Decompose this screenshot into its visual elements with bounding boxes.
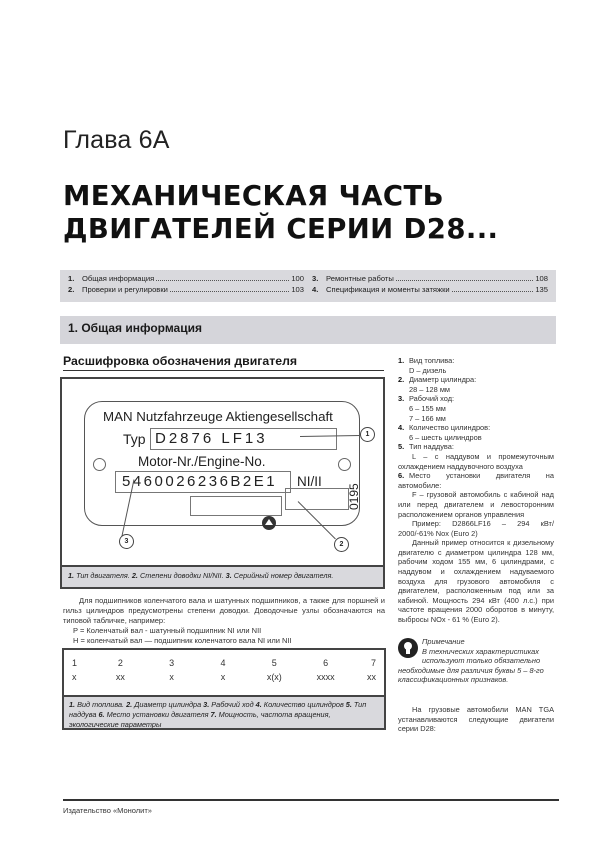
body-example-2: H = коленчатый вал — подшипник коленчатого вала NI или NII (73, 636, 292, 645)
caption-text: Количество цилиндров (261, 700, 346, 709)
caption-number: 2. (131, 571, 138, 580)
toc-item[interactable] (68, 274, 304, 284)
caption-text: Серийный номер двигателя. (231, 571, 334, 580)
callout-3: 3 (119, 534, 134, 549)
code-cell (153, 656, 191, 695)
toc-item-number: 3. (312, 274, 319, 283)
body-example-1: P = Коленчатый вал - шатунный подшипник NI или NII (73, 626, 262, 635)
legend-title: Количество цилиндров: (409, 423, 491, 433)
legend-item (398, 423, 554, 433)
plate-company-name: MAN Nutzfahrzeuge Aktiengesellschaft (103, 409, 333, 424)
code-pattern: x (220, 672, 226, 682)
toc-item-title: Ремонтные работы (326, 274, 394, 283)
plate-blank-field (190, 496, 282, 516)
code-position: 7 (370, 658, 376, 668)
code-position: 1 (72, 658, 78, 668)
engine-type-plate (84, 401, 360, 526)
code-cell (101, 656, 139, 695)
callout-1: 1 (360, 427, 375, 442)
toc-leader-dots (156, 280, 289, 281)
caption-number: 7. (210, 710, 217, 719)
toc-item[interactable] (68, 285, 304, 295)
caption-number: 1. (68, 571, 75, 580)
legend-number: 3. (398, 394, 405, 404)
legend-title: Тип наддува: (409, 442, 454, 452)
chapter-title (63, 180, 498, 246)
toc-item-title: Спецификация и моменты затяжки (326, 285, 450, 294)
code-row (64, 650, 384, 695)
code-pattern: xxxx (316, 672, 335, 682)
plate-engine-number: 5460026236B2E1 (115, 471, 291, 493)
toc-item-number: 1. (68, 274, 75, 283)
chapter-title-line2: ДВИГАТЕЛЕЙ СЕРИИ D28... (63, 213, 499, 245)
code-cell (72, 656, 88, 695)
code-table-caption (64, 695, 384, 728)
chapter-title-line1: МЕХАНИЧЕСКАЯ ЧАСТЬ (63, 180, 444, 212)
example-text: Пример: D2866LF16 – 294 кВт/ 2000/-61% Nox (Euro 2) (398, 519, 554, 538)
caption-text: Диаметр цилиндра (132, 700, 204, 709)
figure-caption (62, 565, 383, 587)
code-pattern: x(x) (266, 672, 282, 682)
legend-item (398, 442, 554, 452)
code-cell (204, 656, 242, 695)
caption-text: Степени доводки NI/NII. (137, 571, 226, 580)
legend-value: 28 – 128 мм (409, 384, 450, 394)
toc-item[interactable] (312, 274, 548, 284)
code-pattern: xx (366, 672, 376, 682)
caption-number: 3. (225, 571, 232, 580)
legend-number: 6. (398, 471, 405, 481)
callout-2: 2 (334, 537, 349, 552)
legend-number: 4. (398, 423, 405, 433)
toc-column-right (312, 274, 548, 302)
plate-code: 0195 (347, 483, 361, 510)
legend-description: F – грузовой автомобиль с кабиной над или перед двигателем и левосторонним расположением органов управления (398, 490, 554, 519)
legend-item (398, 471, 554, 490)
legend-item (398, 375, 554, 385)
toc-item-page: 103 (291, 285, 304, 294)
toc-leader-dots (170, 291, 289, 292)
caption-number: 1. (69, 700, 76, 709)
legend-title: Место установки двигателя на автомобиле: (398, 471, 554, 490)
legend-title: Диаметр цилиндра: (409, 375, 477, 385)
chapter-label: Глава 6А (63, 126, 170, 154)
code-pattern: x (72, 672, 77, 682)
toc-item[interactable] (312, 285, 548, 295)
note-block (398, 637, 554, 685)
engine-plate-figure (60, 377, 385, 589)
toc-item-page: 135 (535, 285, 548, 294)
toc-item-title: Общая информация (82, 274, 155, 283)
caption-text: Рабочий ход (209, 700, 256, 709)
plate-typ-label: Typ (123, 431, 146, 447)
toc-item-number: 4. (312, 285, 319, 294)
legend-item (398, 356, 554, 366)
body-paragraph: Для подшипников коленчатого вала и шатунных подшипников, а также для поршней и гильз цилиндров предусмотрены степени доводки. Доводочные узлы обозначаются на типовой табличке, например: (63, 596, 385, 625)
man-logo-icon (262, 516, 276, 530)
caption-number: 6. (98, 710, 105, 719)
designation-code-table (62, 648, 386, 730)
code-position: 2 (117, 658, 123, 668)
plate-motor-label: Motor-Nr./Engine-No. (138, 454, 266, 469)
toc-item-page: 100 (291, 274, 304, 283)
legend-title: Вид топлива: (409, 356, 455, 365)
toc-item-title: Проверки и регулировки (82, 285, 168, 294)
code-cell (255, 656, 293, 695)
lightbulb-icon (398, 638, 418, 658)
plate-ni-label: NI/II (297, 474, 322, 489)
code-position: 3 (169, 658, 175, 668)
code-pattern: x (169, 672, 174, 682)
caption-text: Мощность, частота вращения, экологические параметры (69, 710, 331, 729)
body-text (63, 596, 385, 646)
code-cell (358, 656, 376, 695)
footer-divider (63, 799, 559, 801)
caption-number: 3. (203, 700, 210, 709)
legend-title: Рабочий ход: (409, 394, 455, 404)
note-title: Примечание (422, 637, 465, 646)
code-position: 4 (220, 658, 226, 668)
caption-number: 2. (126, 700, 133, 709)
legend-value: 6 – шесть цилиндров (409, 432, 482, 442)
toc-item-page: 108 (535, 274, 548, 283)
legend-value: 6 – 155 мм (409, 403, 446, 413)
caption-number: 4. (255, 700, 262, 709)
legend-description: L – с наддувом и промежуточным охлаждением наддувочного воздуха (398, 451, 554, 471)
legend-value: D – дизель (409, 365, 447, 375)
table-of-contents (60, 270, 556, 302)
code-position: 6 (323, 658, 329, 668)
caption-text: Вид топлива. (75, 700, 127, 709)
mounting-hole-icon (93, 458, 106, 471)
caption-text: Тип наддува (69, 700, 367, 719)
final-paragraph: На грузовые автомобили MAN TGA устанавливаются следующие двигатели серии D28: (398, 705, 554, 734)
example-explanation: Данный пример относится к дизельному двигателю с диаметром цилиндра 128 мм, рабочим ходом 155 мм, 6 цилиндрами, с наддувом и охлаждением надуваемого воздуха для грузового автомобиля с двигателем, расположенным под или за кабиной. Мощность 294 кВт (400 л.с.) при частоте вращения 2000 оборотов в минуту, выбросы NOx - 61 % (Euro 2). (398, 538, 554, 625)
footer-publisher: Издательство «Монолит» (63, 806, 152, 815)
code-position: 5 (271, 658, 277, 668)
section-heading: 1. Общая информация (60, 316, 556, 344)
mounting-hole-icon (338, 458, 351, 471)
legend-number: 1. (398, 356, 405, 365)
code-pattern: xx (115, 672, 125, 682)
caption-number: 5. (345, 700, 352, 709)
caption-text: Тип двигателя. (74, 571, 132, 580)
legend-value: 7 – 166 мм (409, 413, 446, 423)
note-text: В технических характеристиках используют только обязательно необходимые для различия буквы 5 – 8-го классификационных признаков. (398, 646, 544, 685)
subsection-heading: Расшифровка обозначения двигателя (63, 354, 384, 371)
toc-leader-dots (396, 280, 533, 281)
toc-leader-dots (452, 291, 534, 292)
caption-text: Место установки двигателя (104, 710, 211, 719)
toc-item-number: 2. (68, 285, 75, 294)
legend-number: 5. (398, 442, 405, 452)
legend-item (398, 394, 554, 404)
plate-typ-value: D2876 LF13 (150, 428, 337, 450)
toc-column-left (68, 274, 304, 302)
plate-blank-field (285, 488, 349, 510)
legend-number: 2. (398, 375, 405, 385)
designation-legend-list (398, 356, 554, 625)
code-cell (307, 656, 345, 695)
